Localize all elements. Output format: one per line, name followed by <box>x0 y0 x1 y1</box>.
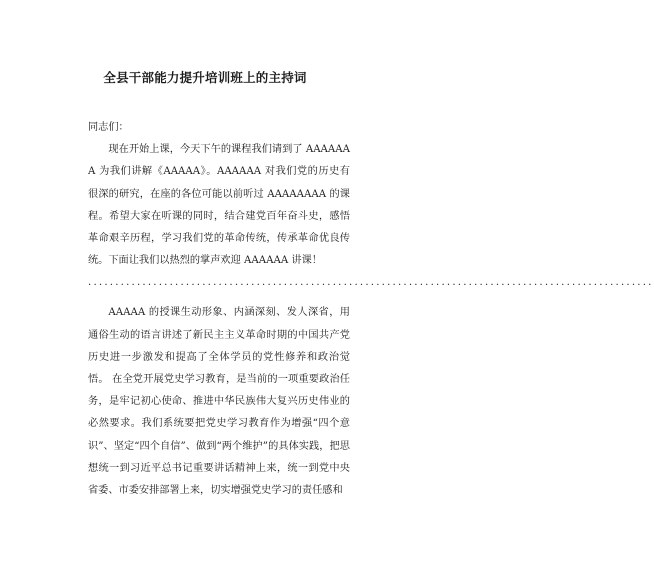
greeting: 同志们： <box>88 122 129 133</box>
document-body <box>88 117 654 502</box>
spacer <box>88 293 350 302</box>
paragraph-opening: 现在开始上课，今天下午的课程我们请到了 AAAAAAA 为我们讲解《AAAAA》。AAAAAA 对我们党的历史有很深的研究，在座的各位可能以前听过 AAAAAAAA 的课程。希望大家在听课的同时，结合建党百年奋斗史，感悟革命艰辛历程，学习我们党的革命传统，传承革命优良传统。下面让我们以热烈的掌声欢迎 AAAAAA 讲课！ <box>88 144 350 267</box>
paragraph-closing: AAAAA 的授课生动形象、内涵深刻、发人深省，用通俗生动的语言讲述了新民主主义革命时期的中国共产党历史进一步激发和提高了全体学员的党性修养和政治觉悟。 在全党开展党史学习教育，是当前的一项重要政治任务，是牢记初心使命、推进中华民族伟大复兴历史伟业的必然要求。我们系统要把党史学习教育作为增强“四个意识”、坚定“四个自信”、做到“两个维护”的具体实践，把思想统一到习近平总书记重要讲话精神上来，统一到党中央省委、市委安排部署上来，切实增强党史学习的责任感和 <box>88 307 350 497</box>
document-title: 全县干部能力提升培训班上的主持词 <box>103 70 307 85</box>
dotted-separator: ........................................................................................................ <box>88 277 654 289</box>
